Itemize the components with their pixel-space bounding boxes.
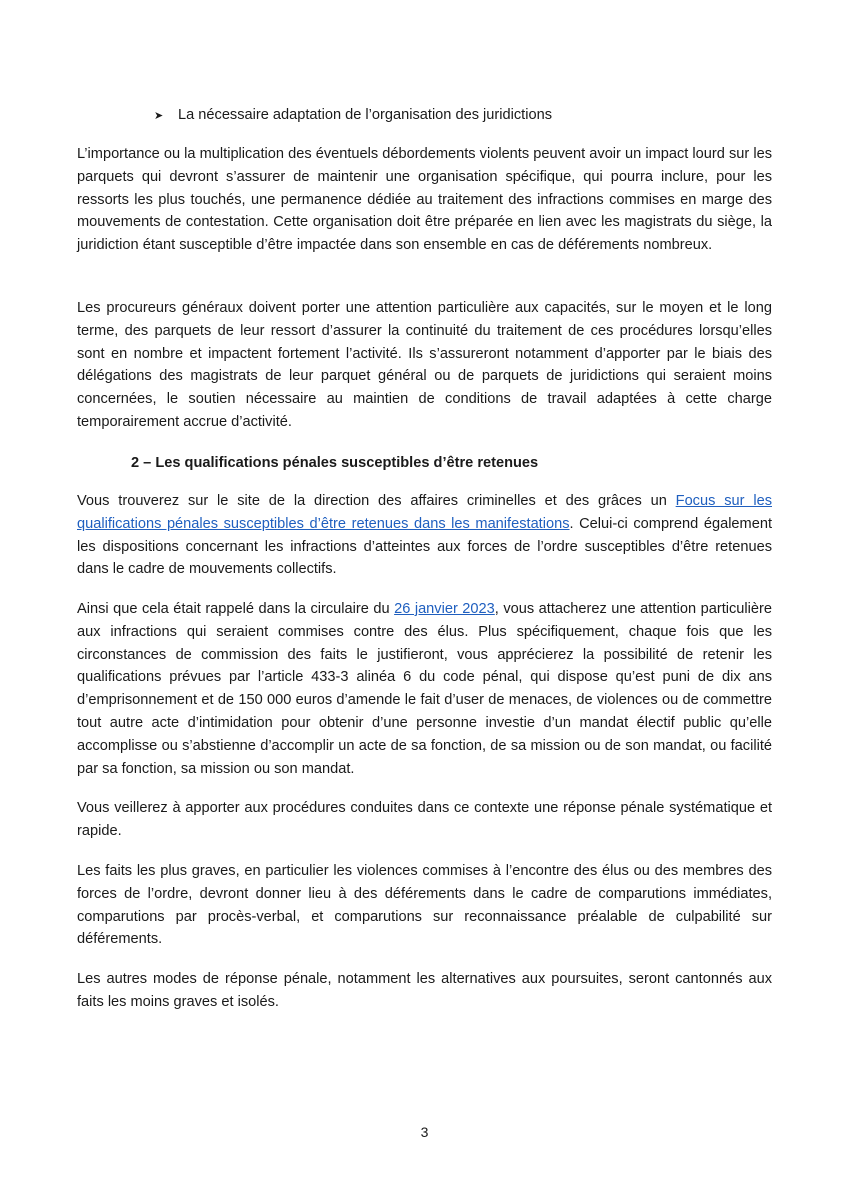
paragraph-4-before: Ainsi que cela était rappelé dans la circulaire du [77, 601, 395, 617]
arrow-bullet-icon: ➤ [154, 110, 164, 122]
paragraph-5 [77, 797, 772, 843]
paragraph-7 [77, 968, 772, 1014]
section-heading: 2 – Les qualifications pénales susceptibles d’être retenues [131, 455, 539, 471]
paragraph-1 [77, 143, 772, 257]
paragraph-4-after: , vous attacherez une attention particulière aux infractions qui seraient commises contre des élus. Plus spécifiquement, chaque fois que les circonstances de commission des faits le justifieront, vous apprécierez la possibilité de retenir les qualifications prévues par l’article 433-3 alinéa 6 du code pénal, qui dispose qu’est puni de dix ans d’emprisonnement et de 150 000 euros d’amende le fait d’user de menaces, de violences ou de commettre tout autre acte d’intimidation pour obtenir d’une personne investie d’un mandat électif public qu’elle accomplisse ou s’abstienne d’accomplir un acte de sa fonction, de sa mission ou de son mandat, ou facilité par sa fonction, sa mission ou son mandat. [77, 601, 772, 777]
paragraph-6-text: Les faits les plus graves, en particulier les violences commises à l’encontre des élus ou des membres des forces de l’ordre, devront donner lieu à des déférements dans le cadre de comparutions immédiates, comparutions par procès-verbal, et comparutions sur reconnaissance préalable de culpabilité sur déférements. [77, 863, 772, 948]
paragraph-7-text: Les autres modes de réponse pénale, notamment les alternatives aux poursuites, seront cantonnés aux faits les moins graves et isolés. [77, 971, 772, 1010]
bullet-text: La nécessaire adaptation de l’organisation des juridictions [178, 107, 553, 123]
page-number: 3 [420, 1124, 429, 1140]
paragraph-5-text: Vous veillerez à apporter aux procédures conduites dans ce contexte une réponse pénale systématique et rapide. [77, 800, 772, 839]
paragraph-4-text [77, 598, 772, 780]
paragraph-3-text [77, 490, 772, 581]
paragraph-2 [77, 297, 772, 434]
focus-qualifications-link[interactable]: Focus sur les qualifications pénales susceptibles d’être retenues dans les manifestations [77, 493, 772, 532]
paragraph-4 [77, 598, 772, 780]
paragraph-2-text: Les procureurs généraux doivent porter une attention particulière aux capacités, sur le moyen et le long terme, des parquets de leur ressort d’assurer la continuité du traitement de ces procédures lorsqu’elles sont en nombre et impactent fortement l’activité. Ils s’assureront notamment d’apporter par le biais des délégations des magistrats de leur parquet général ou de parquets de juridictions qui seraient moins concernées, le soutien nécessaire au maintien de conditions de travail adaptées à cette charge temporairement accrue d’activité. [77, 300, 772, 430]
paragraph-3-before: Vous trouverez sur le site de la direction des affaires criminelles et des grâces un [77, 493, 676, 509]
paragraph-3 [77, 490, 772, 581]
paragraph-1-text: L’importance ou la multiplication des éventuels débordements violents peuvent avoir un impact lourd sur les parquets qui devront s’assurer de maintenir une organisation spécifique, qui pourra inclure, pour les ressorts les plus touchés, une permanence dédiée au traitement des infractions commises en marge des mouvements de contestation. Cette organisation doit être préparée en lien avec les magistrats du siège, la juridiction étant susceptible d’être impactée dans son ensemble en cas de déférements nombreux. [77, 146, 772, 254]
circulaire-date-link[interactable]: 26 janvier 2023 [394, 601, 495, 617]
paragraph-6 [77, 860, 772, 951]
paragraph-3-after: . Celui-ci comprend également les dispositions concernant les infractions d’atteintes aux forces de l’ordre susceptibles d’être retenues dans le cadre de mouvements collectifs. [77, 515, 772, 578]
bullet-item [154, 104, 552, 127]
